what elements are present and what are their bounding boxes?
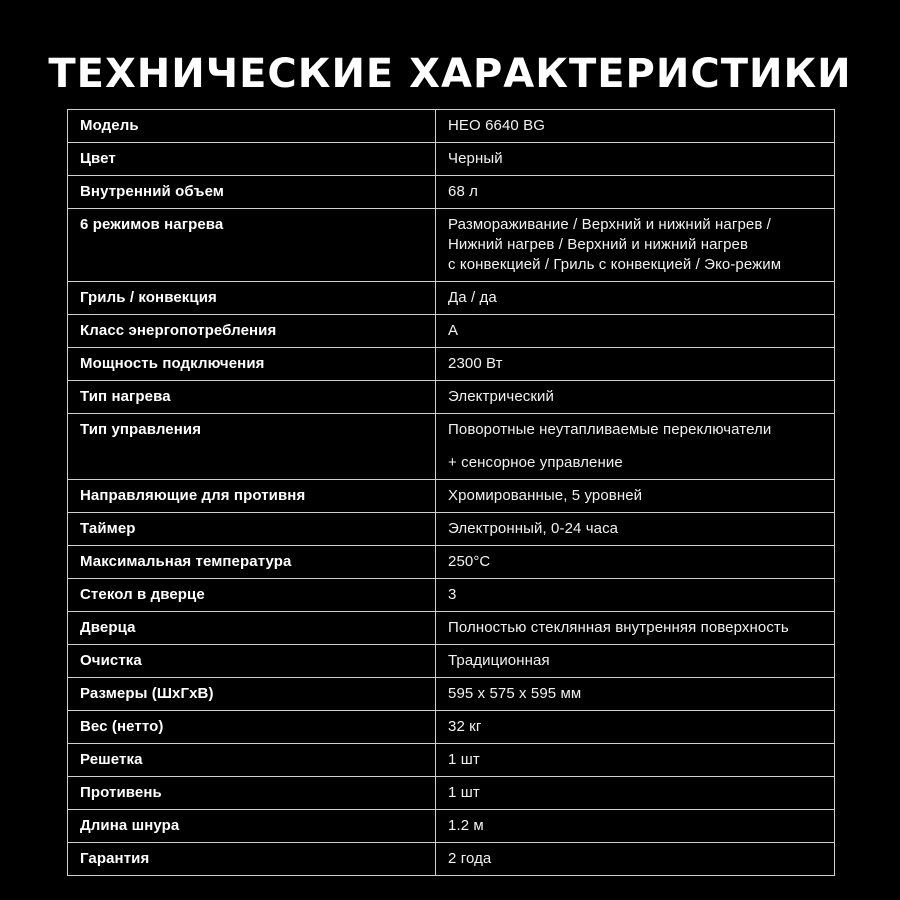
table-row xyxy=(68,110,835,143)
table-row xyxy=(68,143,835,176)
spec-value-line: 3 xyxy=(448,586,457,603)
spec-label: Вес (нетто) xyxy=(68,711,436,744)
spec-label: Класс энергопотребления xyxy=(68,315,436,348)
table-row xyxy=(68,810,835,843)
spec-value-line: 2300 Вт xyxy=(448,355,503,372)
spec-value xyxy=(436,843,835,876)
spec-value-line: Нижний нагрев / Верхний и нижний нагрев xyxy=(448,236,749,253)
spec-value-line: Электронный, 0-24 часа xyxy=(448,520,619,537)
table-row xyxy=(68,579,835,612)
spec-value xyxy=(436,110,835,143)
spec-value xyxy=(436,315,835,348)
spec-value-line: Электрический xyxy=(448,388,554,405)
spec-value xyxy=(436,777,835,810)
spec-value-line: Поворотные неутапливаемые переключатели xyxy=(448,421,772,438)
table-row xyxy=(68,612,835,645)
spec-value xyxy=(436,744,835,777)
spec-value xyxy=(436,711,835,744)
spec-label: Таймер xyxy=(68,513,436,546)
spec-label: Внутренний объем xyxy=(68,176,436,209)
table-row xyxy=(68,348,835,381)
table-row xyxy=(68,843,835,876)
table-row xyxy=(68,711,835,744)
table-row xyxy=(68,282,835,315)
spec-label: Гарантия xyxy=(68,843,436,876)
spec-label: Направляющие для противня xyxy=(68,480,436,513)
spec-label: Стекол в дверце xyxy=(68,579,436,612)
table-row xyxy=(68,176,835,209)
spec-label: Дверца xyxy=(68,612,436,645)
spec-value-line: Черный xyxy=(448,150,503,167)
spec-label: 6 режимов нагрева xyxy=(68,209,436,282)
spec-value xyxy=(436,143,835,176)
spec-value xyxy=(436,810,835,843)
spec-label: Размеры (ШхГхВ) xyxy=(68,678,436,711)
spec-value-line: 32 кг xyxy=(448,718,482,735)
spec-label: Длина шнура xyxy=(68,810,436,843)
table-row xyxy=(68,414,835,480)
table-row xyxy=(68,744,835,777)
spec-value-line: 1 шт xyxy=(448,784,480,801)
spec-value-line: Размораживание / Верхний и нижний нагрев / xyxy=(448,216,771,233)
spec-value xyxy=(436,513,835,546)
spec-label: Противень xyxy=(68,777,436,810)
spec-value-line: Да / да xyxy=(448,289,497,306)
spec-label: Тип управления xyxy=(68,414,436,480)
spec-value xyxy=(436,612,835,645)
spec-label: Очистка xyxy=(68,645,436,678)
spec-value-line: Полностью стеклянная внутренняя поверхность xyxy=(448,619,789,636)
table-row xyxy=(68,209,835,282)
spec-value-line: 68 л xyxy=(448,183,479,200)
spec-value-line: 1 шт xyxy=(448,751,480,768)
spec-value-line: HEO 6640 BG xyxy=(448,117,545,134)
specifications-table-body xyxy=(68,110,835,876)
spec-value xyxy=(436,480,835,513)
table-row xyxy=(68,546,835,579)
spec-value-line: 2 года xyxy=(448,850,492,867)
spec-value-line: 595 x 575 x 595 мм xyxy=(448,685,582,702)
table-row xyxy=(68,777,835,810)
spec-label: Решетка xyxy=(68,744,436,777)
table-row xyxy=(68,315,835,348)
spec-value xyxy=(436,176,835,209)
spec-value xyxy=(436,348,835,381)
table-row xyxy=(68,513,835,546)
specifications-table xyxy=(67,109,835,876)
spec-value-line: + сенсорное управление xyxy=(448,454,623,471)
spec-value xyxy=(436,546,835,579)
table-row xyxy=(68,480,835,513)
spec-value xyxy=(436,282,835,315)
spec-value xyxy=(436,381,835,414)
spec-value xyxy=(436,678,835,711)
spec-label: Максимальная температура xyxy=(68,546,436,579)
spec-label: Тип нагрева xyxy=(68,381,436,414)
spec-value-line: A xyxy=(448,322,459,339)
spec-value-line: 1.2 м xyxy=(448,817,484,834)
spec-label: Модель xyxy=(68,110,436,143)
spec-value xyxy=(436,579,835,612)
page-title: ТЕХНИЧЕСКИЕ ХАРАКТЕРИСТИКИ xyxy=(48,51,852,97)
spec-value-line: Традиционная xyxy=(448,652,550,669)
spec-value-line: 250°C xyxy=(448,553,491,570)
spec-label: Цвет xyxy=(68,143,436,176)
table-row xyxy=(68,645,835,678)
spec-value-line: Хромированные, 5 уровней xyxy=(448,487,643,504)
spec-value xyxy=(436,414,835,480)
table-row xyxy=(68,678,835,711)
spec-value xyxy=(436,209,835,282)
spec-label: Мощность подключения xyxy=(68,348,436,381)
table-row xyxy=(68,381,835,414)
spec-label: Гриль / конвекция xyxy=(68,282,436,315)
spec-value-line: с конвекцией / Гриль с конвекцией / Эко-режим xyxy=(448,256,782,273)
spec-value xyxy=(436,645,835,678)
